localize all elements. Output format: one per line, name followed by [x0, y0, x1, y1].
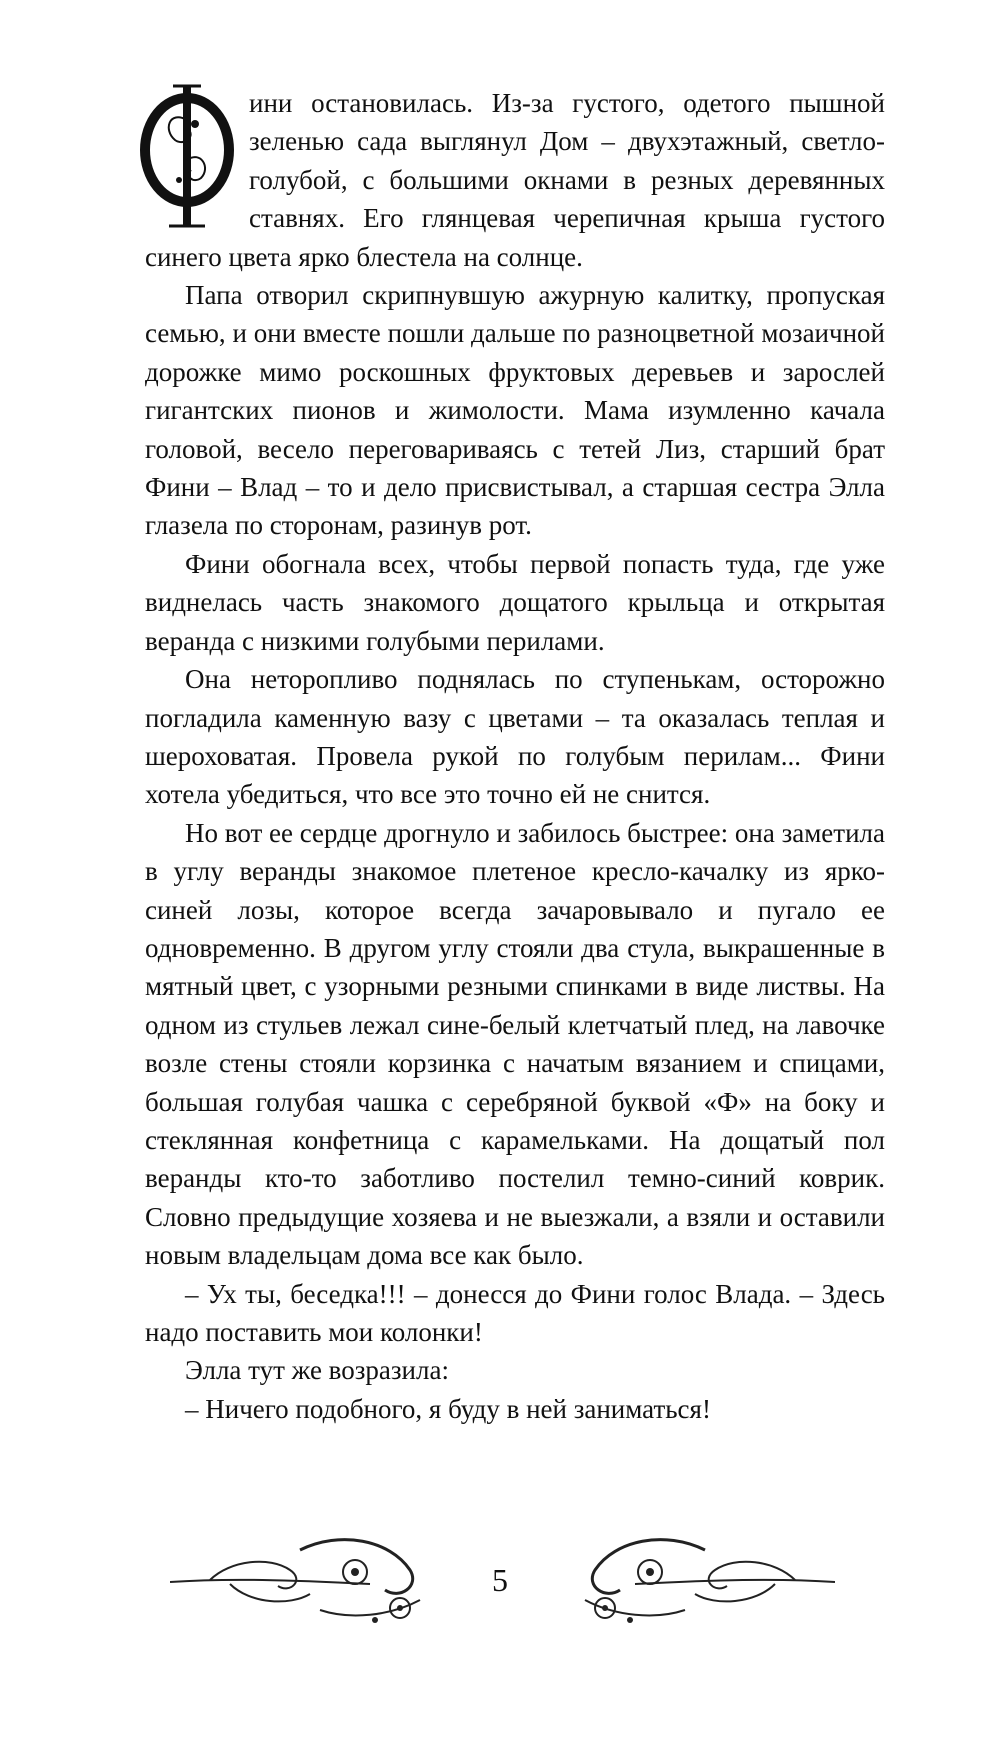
page-number: 5	[492, 1562, 508, 1598]
floral-ornament-right-icon	[555, 1520, 835, 1630]
paragraph-6: – Ух ты, беседка!!! – донесся до Фини голос Влада. – Здесь надо поставить мои колонки!	[145, 1278, 885, 1347]
paragraph-3: Фини обогнала всех, чтобы первой попасть туда, где уже виднелась часть знакомого дощатого крыльца и открытая веранда с низкими голубыми перилами.	[145, 548, 885, 656]
paragraph-2: Папа отворил скрипнувшую ажурную калитку, пропуская семью, и они вместе пошли дальше по разноцветной мозаичной дорожке мимо роскошных фруктовых деревьев и зарослей гигантских пионов и жимолости. Мама изумленно качала головой, весело переговариваясь с тетей Лиз, старший брат Фини – Влад – то и дело присвистывал, а старшая сестра Элла глазела по сторонам, разинув рот.	[145, 280, 885, 541]
paragraph-5: Но вот ее сердце дрогнуло и забилось быстрее: она заметила в углу веранды знакомое плетеное кресло-качалку из ярко-синей лозы, которое всегда зачаровывало и пугало ее одновременно. В другом углу стояли два стула, выкрашенные в мятный цвет, с узорными резными спинками в виде листвы. На одном из стульев лежал сине-белый клетчатый плед, на лавочке возле стены стояли корзинка с начатым вязанием и спицами, большая голубая чашка с серебряной буквой «Ф» на боку и стеклянная конфетница с карамельками. На дощатый пол веранды кто-то заботливо постелил темно-синий коврик. Словно предыдущие хозяева и не выезжали, а взяли и оставили новым владельцам дома все как было.	[145, 817, 885, 1271]
paragraph-1: ини остановилась. Из-за густого, одетого пышной зеленью сада выглянул Дом – двухэтажный, светло-голубой, с большими окнами в резных деревянных ставнях. Его глянцевая черепичная крыша густого синего цвета ярко блестела на солнце.	[145, 88, 885, 272]
paragraph-8: – Ничего подобного, я буду в ней заниматься!	[185, 1393, 711, 1424]
drop-cap	[139, 80, 235, 230]
floral-ornament-left-icon	[170, 1520, 450, 1630]
text-body	[145, 84, 885, 1428]
paragraph-4: Она неторопливо поднялась по ступенькам, осторожно погладила каменную вазу с цветами – та оказалась теплая и шероховатая. Провела рукой по голубым перилам... Фини хотела убедиться, что все это точно ей не снится.	[145, 664, 885, 810]
paragraph-7: Элла тут же возразила:	[185, 1355, 449, 1386]
drop-cap-letter	[139, 80, 235, 230]
